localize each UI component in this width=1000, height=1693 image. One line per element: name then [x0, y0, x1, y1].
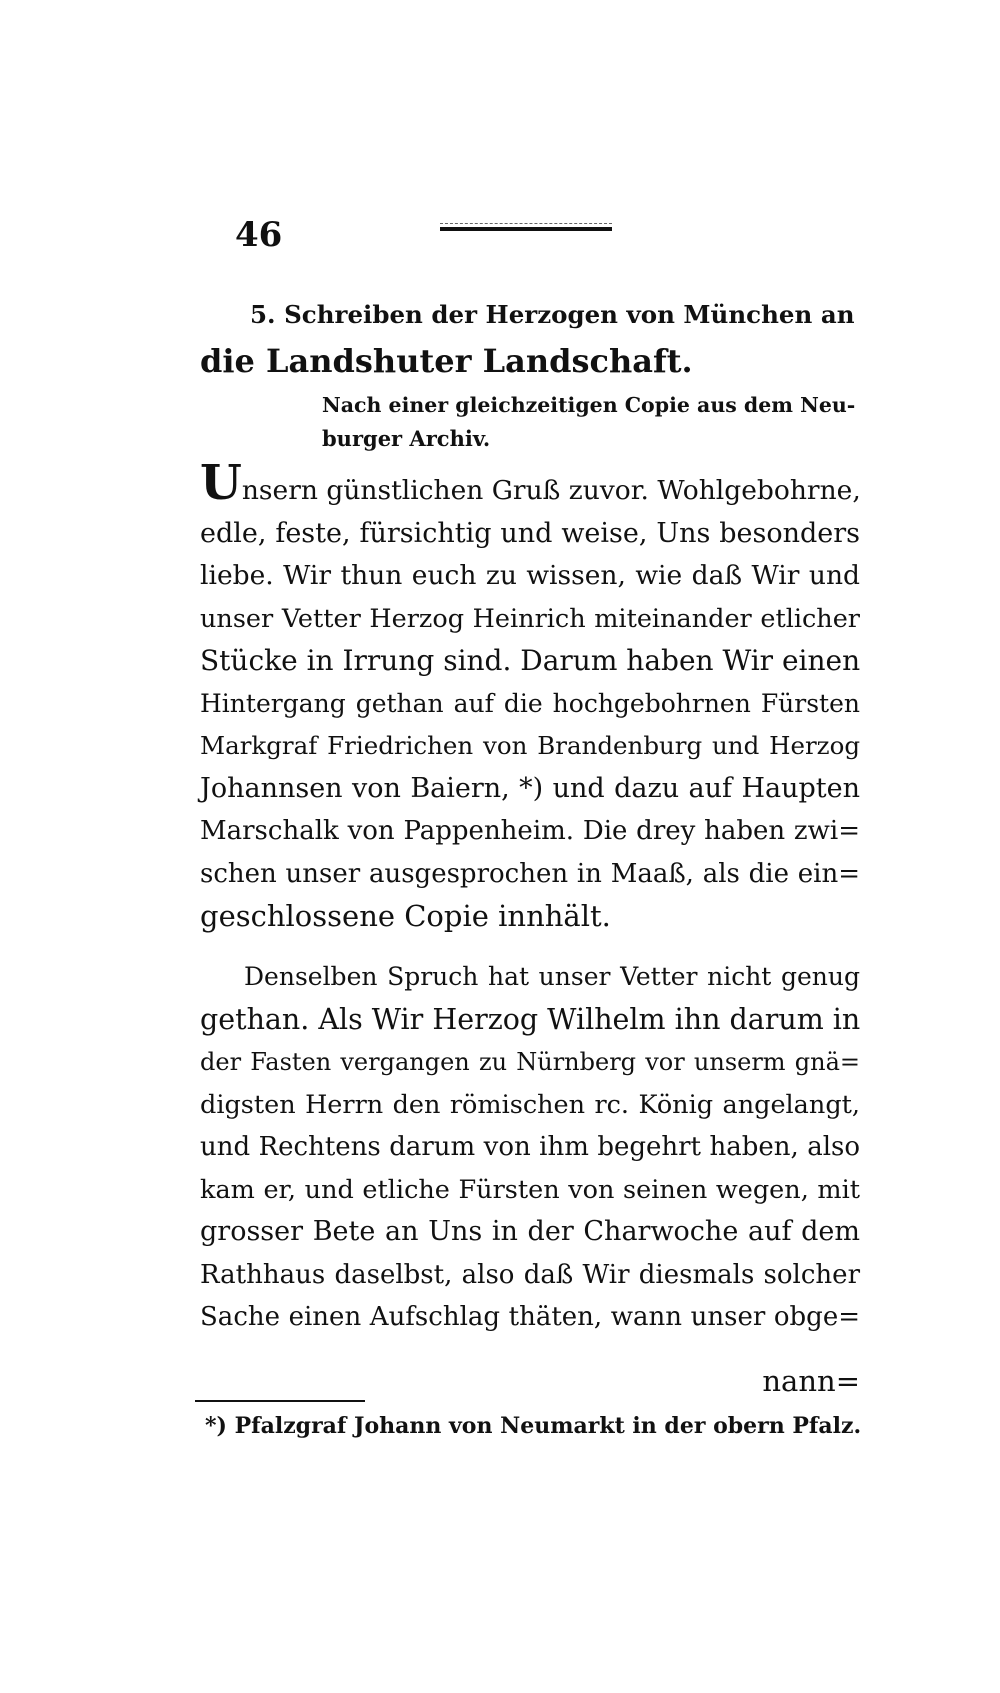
text-line: gethan. Als Wir Herzog Wilhelm ihn darum in [200, 1002, 861, 1036]
section-heading [200, 292, 860, 384]
text-line: digsten Herrn den römischen rc. König angelangt, [200, 1089, 860, 1120]
text-line: geschlossene Copie innhält. [200, 899, 611, 933]
heading-line: die Landshuter Landschaft. [200, 342, 693, 380]
source-note [322, 389, 862, 455]
text-line: Rathhaus daselbst, also daß Wir diesmals solcher [200, 1259, 860, 1290]
text-line: und Rechtens darum von ihm begehrt haben, also [200, 1132, 860, 1162]
text-line: der Fasten vergangen zu Nürnberg vor unserm gnä= [200, 1048, 860, 1076]
page-number: 46 [235, 215, 283, 255]
source-note-line: burger Archiv. [322, 426, 491, 451]
text-line: Markgraf Friedrichen von Brandenburg und Herzog [200, 731, 860, 760]
text-line: unser Vetter Herzog Heinrich miteinander etlicher [200, 603, 860, 634]
source-note-line: Nach einer gleichzeitigen Copie aus dem Neu- [322, 393, 856, 417]
text-line: Hintergang gethan auf die hochgebohrnen Fürsten [200, 688, 860, 718]
drop-cap: U [200, 455, 242, 511]
footnote: *) Pfalzgraf Johann von Neumarkt in der obern Pfalz. [205, 1413, 862, 1439]
text-line: kam er, und etliche Fürsten von seinen wegen, mit [200, 1174, 860, 1205]
text-line: Sache einen Aufschlag thäten, wann unser obge= [200, 1302, 860, 1332]
text-line: Johannsen von Baiern, *) und dazu auf Haupten [200, 772, 860, 804]
text-line-content: nsern günstlichen Gruß zuvor. Wohlgebohrne, [241, 475, 861, 506]
text-line: edle, feste, fürsichtig und weise, Uns besonders [200, 517, 860, 549]
text-line: Marschalk von Pappenheim. Die drey haben zwi= [200, 816, 860, 846]
text-line: Stücke in Irrung sind. Darum haben Wir einen [200, 644, 861, 677]
text-line: schen unser ausgesprochen in Maaß, als die ein= [200, 858, 860, 889]
text-line: grosser Bete an Uns in der Charwoche auf dem [200, 1216, 860, 1247]
footnote-rule [195, 1400, 365, 1402]
text-line: liebe. Wir thun euch zu wissen, wie daß Wir und [200, 560, 860, 591]
paragraph-1 [200, 455, 861, 938]
header-rule [440, 227, 612, 231]
paragraph-2 [200, 956, 860, 1339]
catchword: nann= [762, 1364, 860, 1398]
heading-line: 5. Schreiben der Herzogen von München an [250, 300, 855, 329]
text-line [200, 455, 861, 513]
text-line: Denselben Spruch hat unser Vetter nicht genug [244, 962, 860, 991]
